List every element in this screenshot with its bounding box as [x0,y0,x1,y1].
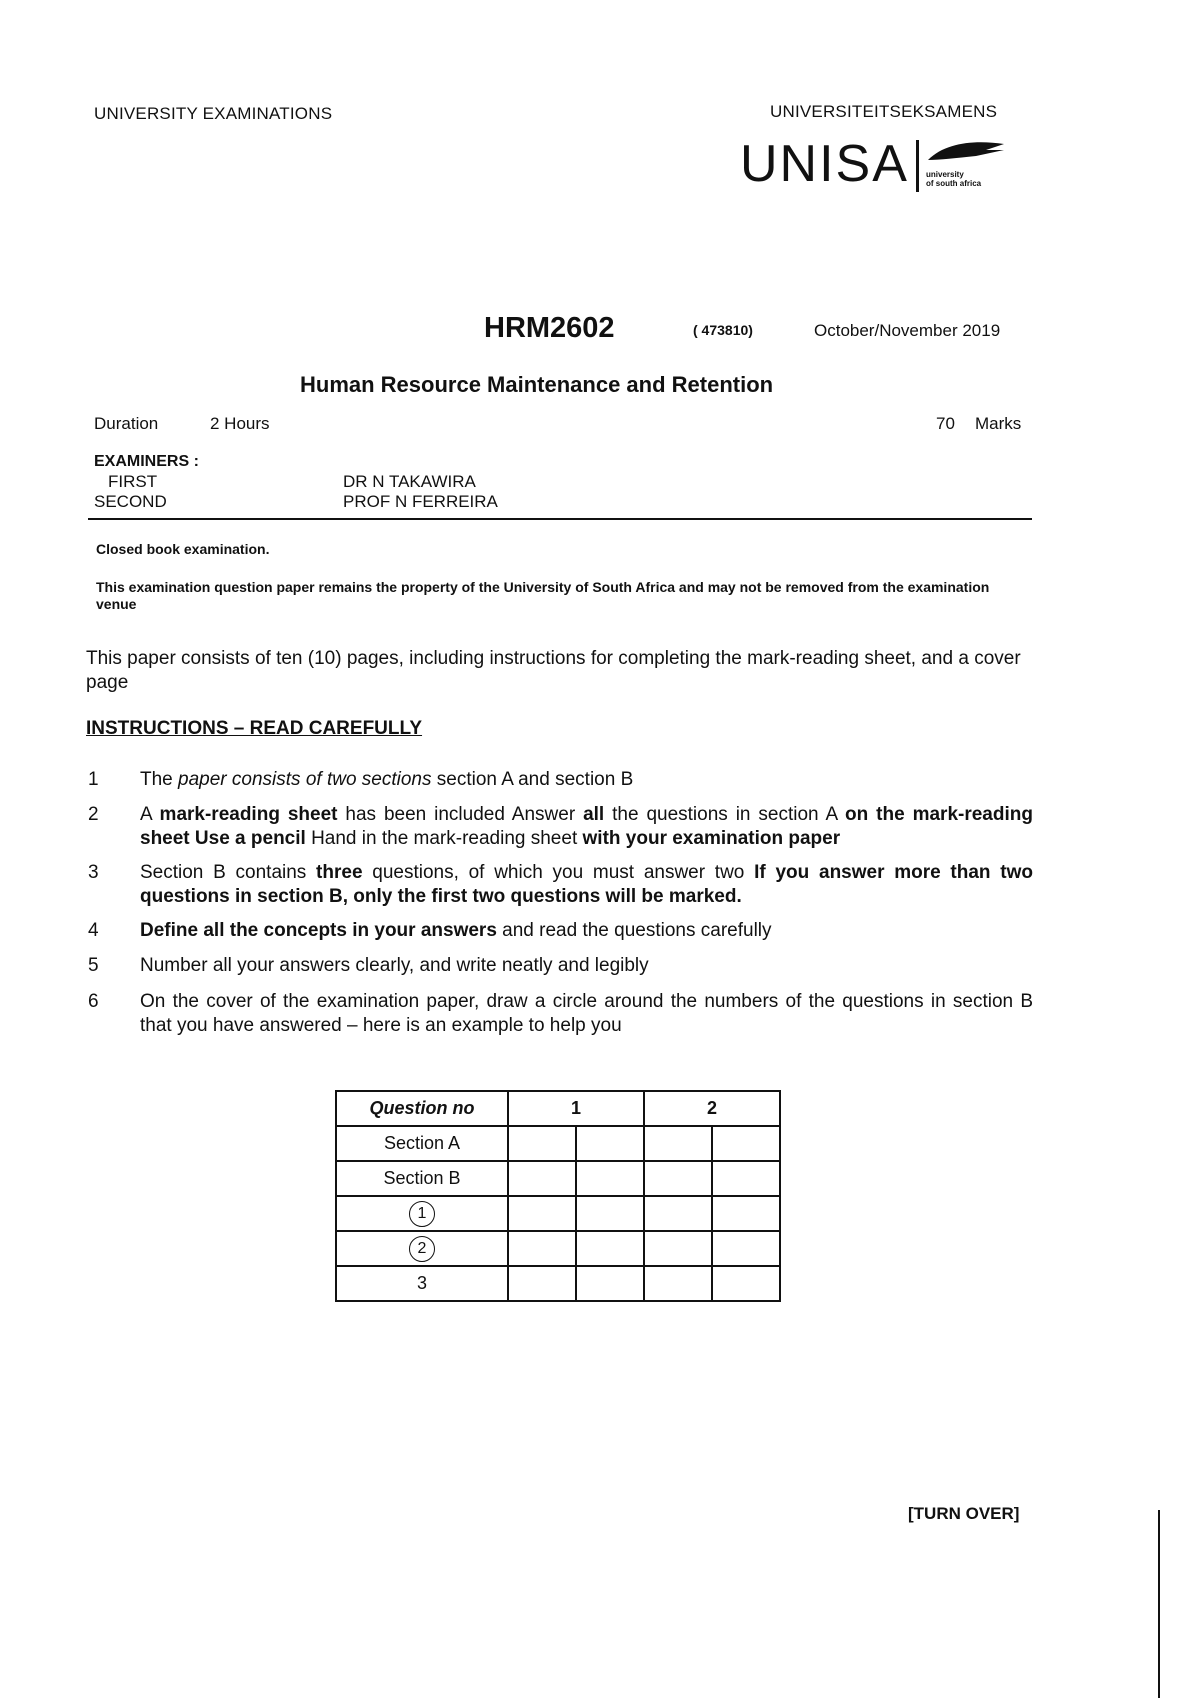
exam-date: October/November 2019 [814,321,1001,340]
duration-value: 2 Hours [210,414,270,433]
intro-paragraph: This paper consists of ten (10) pages, including instructions for completing the mark-reading sheet, and a cover page [86,648,1021,693]
table-row [336,1231,780,1266]
logo-tagline: university of south africa [926,170,982,188]
table-row: Section B [336,1161,780,1196]
marks-value: 70 [936,414,955,433]
marks-label: Marks [975,414,1022,433]
circled-question-1: 1 [409,1201,435,1227]
col-2-header: 2 [644,1091,780,1126]
cover-example-table [335,1090,781,1302]
question-no-header: Question no [336,1091,508,1126]
table-row [336,1196,780,1231]
table-row: Section A [336,1126,780,1161]
margin-line [1158,1510,1160,1698]
examiner-first-label: FIRST [108,472,158,491]
unisa-logo [740,134,1010,204]
examiners-heading: EXAMINERS : [94,453,199,470]
circled-question-2: 2 [409,1236,435,1262]
table-header-row [336,1091,780,1126]
logo-wordmark: UNISA [740,135,909,193]
logo-divider [916,140,919,192]
closed-book-notice: Closed book examination. [96,541,270,557]
property-notice: This examination question paper remains the property of the University of South Africa and may not be removed from the examination venue [96,579,990,612]
instructions-heading: INSTRUCTIONS – READ CAREFULLY [86,718,423,739]
col-1-header: 1 [508,1091,644,1126]
course-title: Human Resource Maintenance and Retention [300,372,774,397]
examiner-second-name: PROF N FERREIRA [343,492,498,511]
exam-number: ( 473810) [693,322,753,338]
logo-emblem-icon [926,138,1006,168]
header-left: UNIVERSITY EXAMINATIONS [94,104,333,123]
examiner-first-name: DR N TAKAWIRA [343,472,476,491]
examiner-second-label: SECOND [94,492,167,511]
course-code: HRM2602 [484,312,615,344]
header-divider [88,518,1032,520]
duration-label: Duration [94,414,159,433]
header-right: UNIVERSITEITSEKSAMENS [770,102,998,121]
turn-over-label: [TURN OVER] [908,1504,1020,1523]
table-row: 3 [336,1266,780,1301]
